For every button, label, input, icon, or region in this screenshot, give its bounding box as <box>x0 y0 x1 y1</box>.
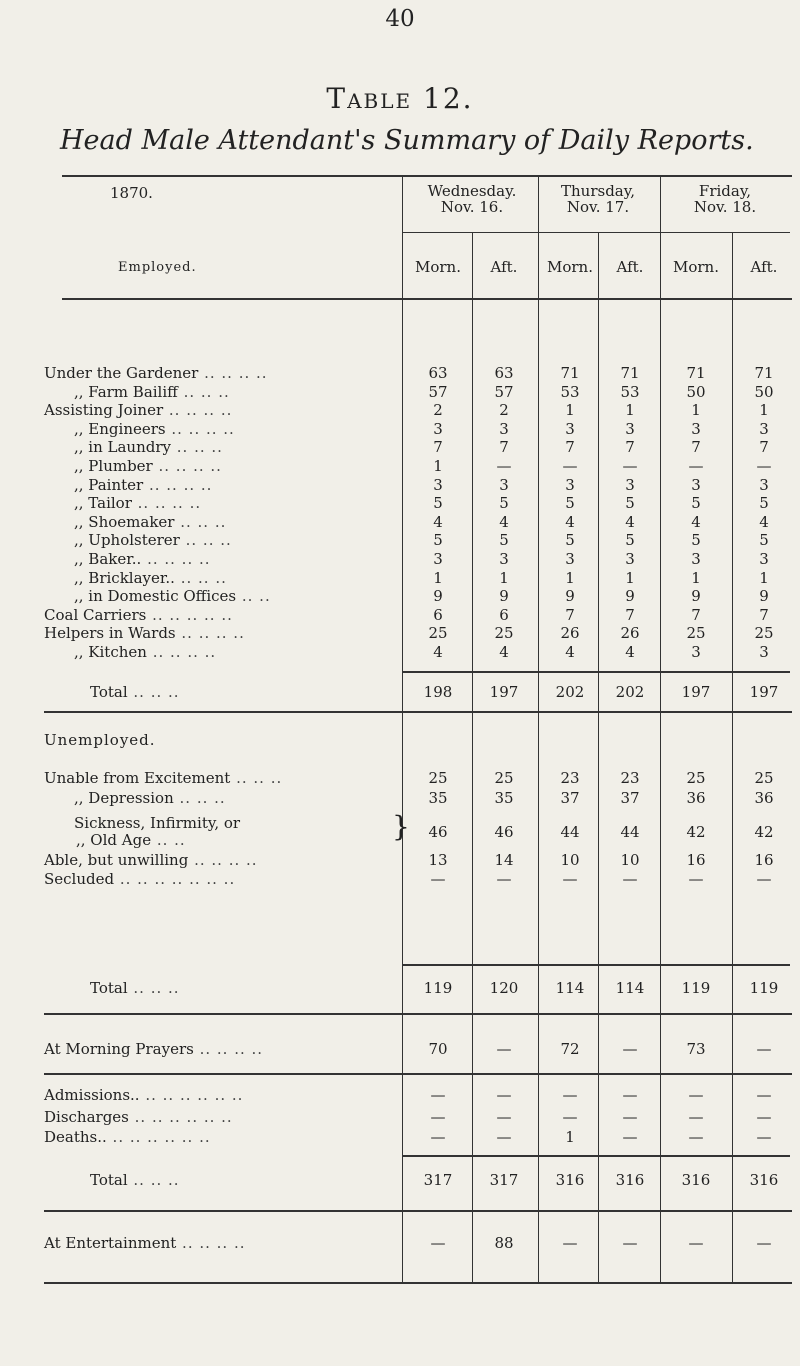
value-cell: — <box>688 1108 704 1126</box>
value-cell: 35 <box>494 789 514 807</box>
row-label: ,, Kitchen .. .. .. .. <box>74 643 217 661</box>
value-cell: 25 <box>686 624 706 643</box>
row-label: At Entertainment .. .. .. .. <box>44 1234 246 1252</box>
rule-grand-total <box>44 1210 792 1212</box>
value-cell: 202 <box>615 683 645 701</box>
value-cell: 114 <box>555 979 585 997</box>
value-cell: 7 <box>691 605 701 624</box>
value-cell: — <box>622 1234 638 1252</box>
value-cell: 44 <box>620 823 640 841</box>
unemployed-heading: Unemployed. <box>44 731 156 749</box>
value-cell: 317 <box>423 1171 453 1189</box>
value-cell: 46 <box>428 823 448 841</box>
value-cell: 42 <box>686 823 706 841</box>
value-cell: 1 <box>565 568 575 587</box>
value-cell: 3 <box>691 419 701 438</box>
value-cell: 1 <box>625 401 635 420</box>
value-cell: 44 <box>560 823 580 841</box>
value-cell: 5 <box>691 531 701 550</box>
value-cell: — <box>622 1108 638 1126</box>
value-cell: 57 <box>494 382 514 401</box>
value-cell: 3 <box>691 550 701 568</box>
row-label: Able, but unwilling .. .. .. .. <box>44 851 258 869</box>
value-cell: — <box>756 1040 772 1058</box>
value-cell: 316 <box>615 1171 645 1189</box>
value-cell: — <box>622 1040 638 1058</box>
value-cell: 46 <box>494 823 514 841</box>
value-cell: — <box>622 870 638 888</box>
value-cell: 26 <box>560 624 580 643</box>
value-cell: 3 <box>691 475 701 494</box>
row-label: Assisting Joiner .. .. .. .. <box>44 401 233 420</box>
value-cell: — <box>756 870 772 888</box>
value-cell: 317 <box>489 1171 519 1189</box>
value-cell: 35 <box>428 789 448 807</box>
rule-bottom <box>44 1282 792 1284</box>
row-label: Coal Carriers .. .. .. .. .. <box>44 605 233 624</box>
value-cell: 1 <box>759 568 769 587</box>
rule-employed-subtotal <box>402 671 790 673</box>
value-cell: 16 <box>754 851 774 869</box>
value-cell: 63 <box>428 364 448 382</box>
value-cell: 63 <box>494 364 514 382</box>
header-day-thu: Thursday, Nov. 17. <box>561 182 635 216</box>
value-cell: 13 <box>428 851 448 869</box>
value-cell: — <box>688 457 704 475</box>
value-cell: 7 <box>433 438 443 457</box>
value-cell: 10 <box>620 851 640 869</box>
value-cell: — <box>430 1108 446 1126</box>
row-label: ,, Shoemaker .. .. .. <box>74 512 227 531</box>
row-label-line2: ,, Old Age .. .. <box>76 831 186 849</box>
value-cell: 119 <box>423 979 453 997</box>
value-cell: — <box>562 1234 578 1252</box>
value-cell: 23 <box>560 769 580 787</box>
value-cell: 9 <box>499 587 509 606</box>
table-subtitle: Head Male Attendant's Summary of Daily Reports. <box>60 125 754 156</box>
value-cell: 5 <box>759 531 769 550</box>
value-cell: 3 <box>565 550 575 568</box>
value-cell: 1 <box>691 401 701 420</box>
value-cell: 25 <box>428 769 448 787</box>
rule-unemployed-subtotal <box>402 964 790 966</box>
page-number: 40 <box>385 6 415 32</box>
value-cell: 14 <box>494 851 514 869</box>
value-cell: 50 <box>686 382 706 401</box>
value-cell: 53 <box>560 382 580 401</box>
rule-top <box>62 175 792 177</box>
value-cell: 4 <box>433 512 443 531</box>
value-cell: — <box>430 1234 446 1252</box>
value-cell: 36 <box>754 789 774 807</box>
value-cell: 202 <box>555 683 585 701</box>
value-cell: 57 <box>428 382 448 401</box>
value-cell: 1 <box>565 1128 575 1146</box>
value-cell: 88 <box>494 1234 514 1252</box>
value-cell: 3 <box>759 643 769 661</box>
value-cell: 7 <box>499 438 509 457</box>
row-label: Helpers in Wards .. .. .. .. <box>44 624 245 643</box>
value-cell: — <box>622 1086 638 1104</box>
row-label: ,, Engineers .. .. .. .. <box>74 419 235 438</box>
value-cell: — <box>562 1108 578 1126</box>
value-cell: 114 <box>615 979 645 997</box>
value-cell: 4 <box>625 643 635 661</box>
col-header-aft: Aft. <box>616 258 644 276</box>
value-cell: 3 <box>625 419 635 438</box>
value-cell: 71 <box>686 364 706 382</box>
row-label: ,, Bricklayer.. .. .. .. <box>74 568 227 587</box>
value-cell: 1 <box>691 568 701 587</box>
value-cell: 4 <box>691 512 701 531</box>
value-cell: 1 <box>625 568 635 587</box>
rule-movement-subtotal <box>402 1155 790 1157</box>
row-label: At Morning Prayers .. .. .. .. <box>44 1040 264 1058</box>
value-cell: 198 <box>423 683 453 701</box>
value-cell: 197 <box>489 683 519 701</box>
value-cell: — <box>756 457 772 475</box>
value-cell: 53 <box>620 382 640 401</box>
value-cell: 25 <box>754 769 774 787</box>
value-cell: 26 <box>620 624 640 643</box>
value-cell: — <box>622 457 638 475</box>
value-cell: 1 <box>499 568 509 587</box>
value-cell: — <box>688 1128 704 1146</box>
value-cell: 42 <box>754 823 774 841</box>
col-header-aft: Aft. <box>490 258 518 276</box>
row-label: ,, in Domestic Offices .. .. <box>74 587 271 606</box>
value-cell: 197 <box>749 683 779 701</box>
brace-icon: } <box>392 810 410 843</box>
table-title: Table 12. <box>326 82 474 115</box>
col-header-morn: Morn. <box>673 258 719 276</box>
rule-employed-total <box>44 711 792 713</box>
row-label: Admissions.. .. .. .. .. .. .. <box>44 1086 244 1104</box>
rule-unemployed-total <box>44 1013 792 1015</box>
row-label: Secluded .. .. .. .. .. .. .. <box>44 870 236 888</box>
value-cell: 3 <box>625 475 635 494</box>
value-cell: 73 <box>686 1040 706 1058</box>
value-cell: 25 <box>494 769 514 787</box>
value-cell: — <box>688 1234 704 1252</box>
value-cell: 4 <box>565 643 575 661</box>
value-cell: 37 <box>560 789 580 807</box>
value-cell: 25 <box>428 624 448 643</box>
value-cell: 3 <box>625 550 635 568</box>
row-label: ,, Baker.. .. .. .. .. <box>74 550 211 568</box>
value-cell: 9 <box>691 587 701 606</box>
row-label: ,, Plumber .. .. .. .. <box>74 457 222 475</box>
value-cell: 7 <box>625 438 635 457</box>
value-cell: 5 <box>433 494 443 513</box>
row-label: Under the Gardener .. .. .. .. <box>44 364 268 382</box>
value-cell: 3 <box>433 419 443 438</box>
value-cell: — <box>496 457 512 475</box>
value-cell: 9 <box>759 587 769 606</box>
row-label: Sickness, Infirmity, or <box>74 814 241 832</box>
row-label: ,, in Laundry .. .. .. <box>74 438 223 457</box>
vline-6 <box>732 232 733 1283</box>
value-cell: 316 <box>749 1171 779 1189</box>
row-label: ,, Depression .. .. .. <box>74 789 226 807</box>
value-cell: 71 <box>754 364 774 382</box>
vline-3 <box>538 175 539 1283</box>
value-cell: 1 <box>565 401 575 420</box>
vline-1 <box>402 175 403 1283</box>
value-cell: 3 <box>759 550 769 568</box>
value-cell: 2 <box>499 401 509 420</box>
col-header-morn: Morn. <box>415 258 461 276</box>
row-label: ,, Tailor .. .. .. .. <box>74 494 202 513</box>
value-cell: 4 <box>759 512 769 531</box>
value-cell: 4 <box>433 643 443 661</box>
value-cell: 5 <box>499 531 509 550</box>
row-label: Discharges .. .. .. .. .. .. <box>44 1108 233 1126</box>
value-cell: — <box>496 1040 512 1058</box>
vline-5 <box>660 175 661 1283</box>
value-cell: — <box>756 1108 772 1126</box>
value-cell: 1 <box>433 568 443 587</box>
value-cell: 4 <box>625 512 635 531</box>
row-label: ,, Painter .. .. .. .. <box>74 475 213 494</box>
value-cell: 5 <box>433 531 443 550</box>
value-cell: — <box>756 1128 772 1146</box>
value-cell: 3 <box>433 475 443 494</box>
value-cell: 23 <box>620 769 640 787</box>
value-cell: 9 <box>433 587 443 606</box>
value-cell: 2 <box>433 401 443 420</box>
value-cell: 3 <box>433 550 443 568</box>
value-cell: 1 <box>433 457 443 475</box>
value-cell: 3 <box>759 419 769 438</box>
value-cell: 5 <box>565 531 575 550</box>
value-cell: 3 <box>565 475 575 494</box>
row-label: Total .. .. .. <box>90 683 180 701</box>
rule-col-header <box>62 298 792 300</box>
value-cell: 5 <box>565 494 575 513</box>
value-cell: 119 <box>681 979 711 997</box>
value-cell: — <box>430 870 446 888</box>
header-employed: Employed. <box>118 260 197 275</box>
header-year: 1870. <box>110 184 153 202</box>
value-cell: 197 <box>681 683 711 701</box>
value-cell: — <box>496 1086 512 1104</box>
value-cell: 36 <box>686 789 706 807</box>
row-label: ,, Farm Bailiff .. .. .. <box>74 382 230 401</box>
value-cell: 5 <box>759 494 769 513</box>
value-cell: 16 <box>686 851 706 869</box>
value-cell: 37 <box>620 789 640 807</box>
row-label: Total .. .. .. <box>90 979 180 997</box>
value-cell: — <box>622 1128 638 1146</box>
value-cell: — <box>496 1128 512 1146</box>
value-cell: — <box>562 457 578 475</box>
value-cell: 4 <box>499 643 509 661</box>
value-cell: 5 <box>691 494 701 513</box>
value-cell: 7 <box>565 438 575 457</box>
value-cell: — <box>496 870 512 888</box>
rule-prayers <box>44 1073 792 1075</box>
value-cell: 10 <box>560 851 580 869</box>
value-cell: 9 <box>625 587 635 606</box>
value-cell: 4 <box>565 512 575 531</box>
value-cell: 1 <box>759 401 769 420</box>
value-cell: 25 <box>686 769 706 787</box>
value-cell: — <box>430 1086 446 1104</box>
row-label: Unable from Excitement .. .. .. <box>44 769 283 787</box>
value-cell: — <box>688 870 704 888</box>
value-cell: 316 <box>681 1171 711 1189</box>
value-cell: 5 <box>499 494 509 513</box>
value-cell: 3 <box>499 550 509 568</box>
value-cell: 7 <box>565 605 575 624</box>
value-cell: 3 <box>565 419 575 438</box>
value-cell: — <box>430 1128 446 1146</box>
value-cell: 70 <box>428 1040 448 1058</box>
row-label: ,, Upholsterer .. .. .. <box>74 531 232 550</box>
header-day-wed: Wednesday. Nov. 16. <box>427 182 517 216</box>
value-cell: — <box>562 870 578 888</box>
value-cell: 50 <box>754 382 774 401</box>
value-cell: — <box>496 1108 512 1126</box>
value-cell: 9 <box>565 587 575 606</box>
value-cell: 4 <box>499 512 509 531</box>
value-cell: 6 <box>499 605 509 624</box>
value-cell: 119 <box>749 979 779 997</box>
value-cell: — <box>756 1234 772 1252</box>
value-cell: 120 <box>489 979 519 997</box>
value-cell: 5 <box>625 494 635 513</box>
value-cell: 25 <box>754 624 774 643</box>
value-cell: — <box>562 1086 578 1104</box>
value-cell: 6 <box>433 605 443 624</box>
value-cell: 3 <box>691 643 701 661</box>
value-cell: 3 <box>499 419 509 438</box>
value-cell: 3 <box>759 475 769 494</box>
col-header-aft: Aft. <box>750 258 778 276</box>
value-cell: 7 <box>625 605 635 624</box>
row-label: Total .. .. .. <box>90 1171 180 1189</box>
value-cell: 5 <box>625 531 635 550</box>
value-cell: 7 <box>759 438 769 457</box>
value-cell: 25 <box>494 624 514 643</box>
value-cell: 7 <box>759 605 769 624</box>
value-cell: 71 <box>560 364 580 382</box>
row-label: Deaths.. .. .. .. .. .. .. <box>44 1128 211 1146</box>
value-cell: 3 <box>499 475 509 494</box>
value-cell: 316 <box>555 1171 585 1189</box>
vline-2 <box>472 232 473 1283</box>
col-header-morn: Morn. <box>547 258 593 276</box>
value-cell: 7 <box>691 438 701 457</box>
value-cell: — <box>756 1086 772 1104</box>
header-day-fri: Friday, Nov. 18. <box>693 182 757 216</box>
value-cell: 71 <box>620 364 640 382</box>
value-cell: — <box>688 1086 704 1104</box>
value-cell: 72 <box>560 1040 580 1058</box>
